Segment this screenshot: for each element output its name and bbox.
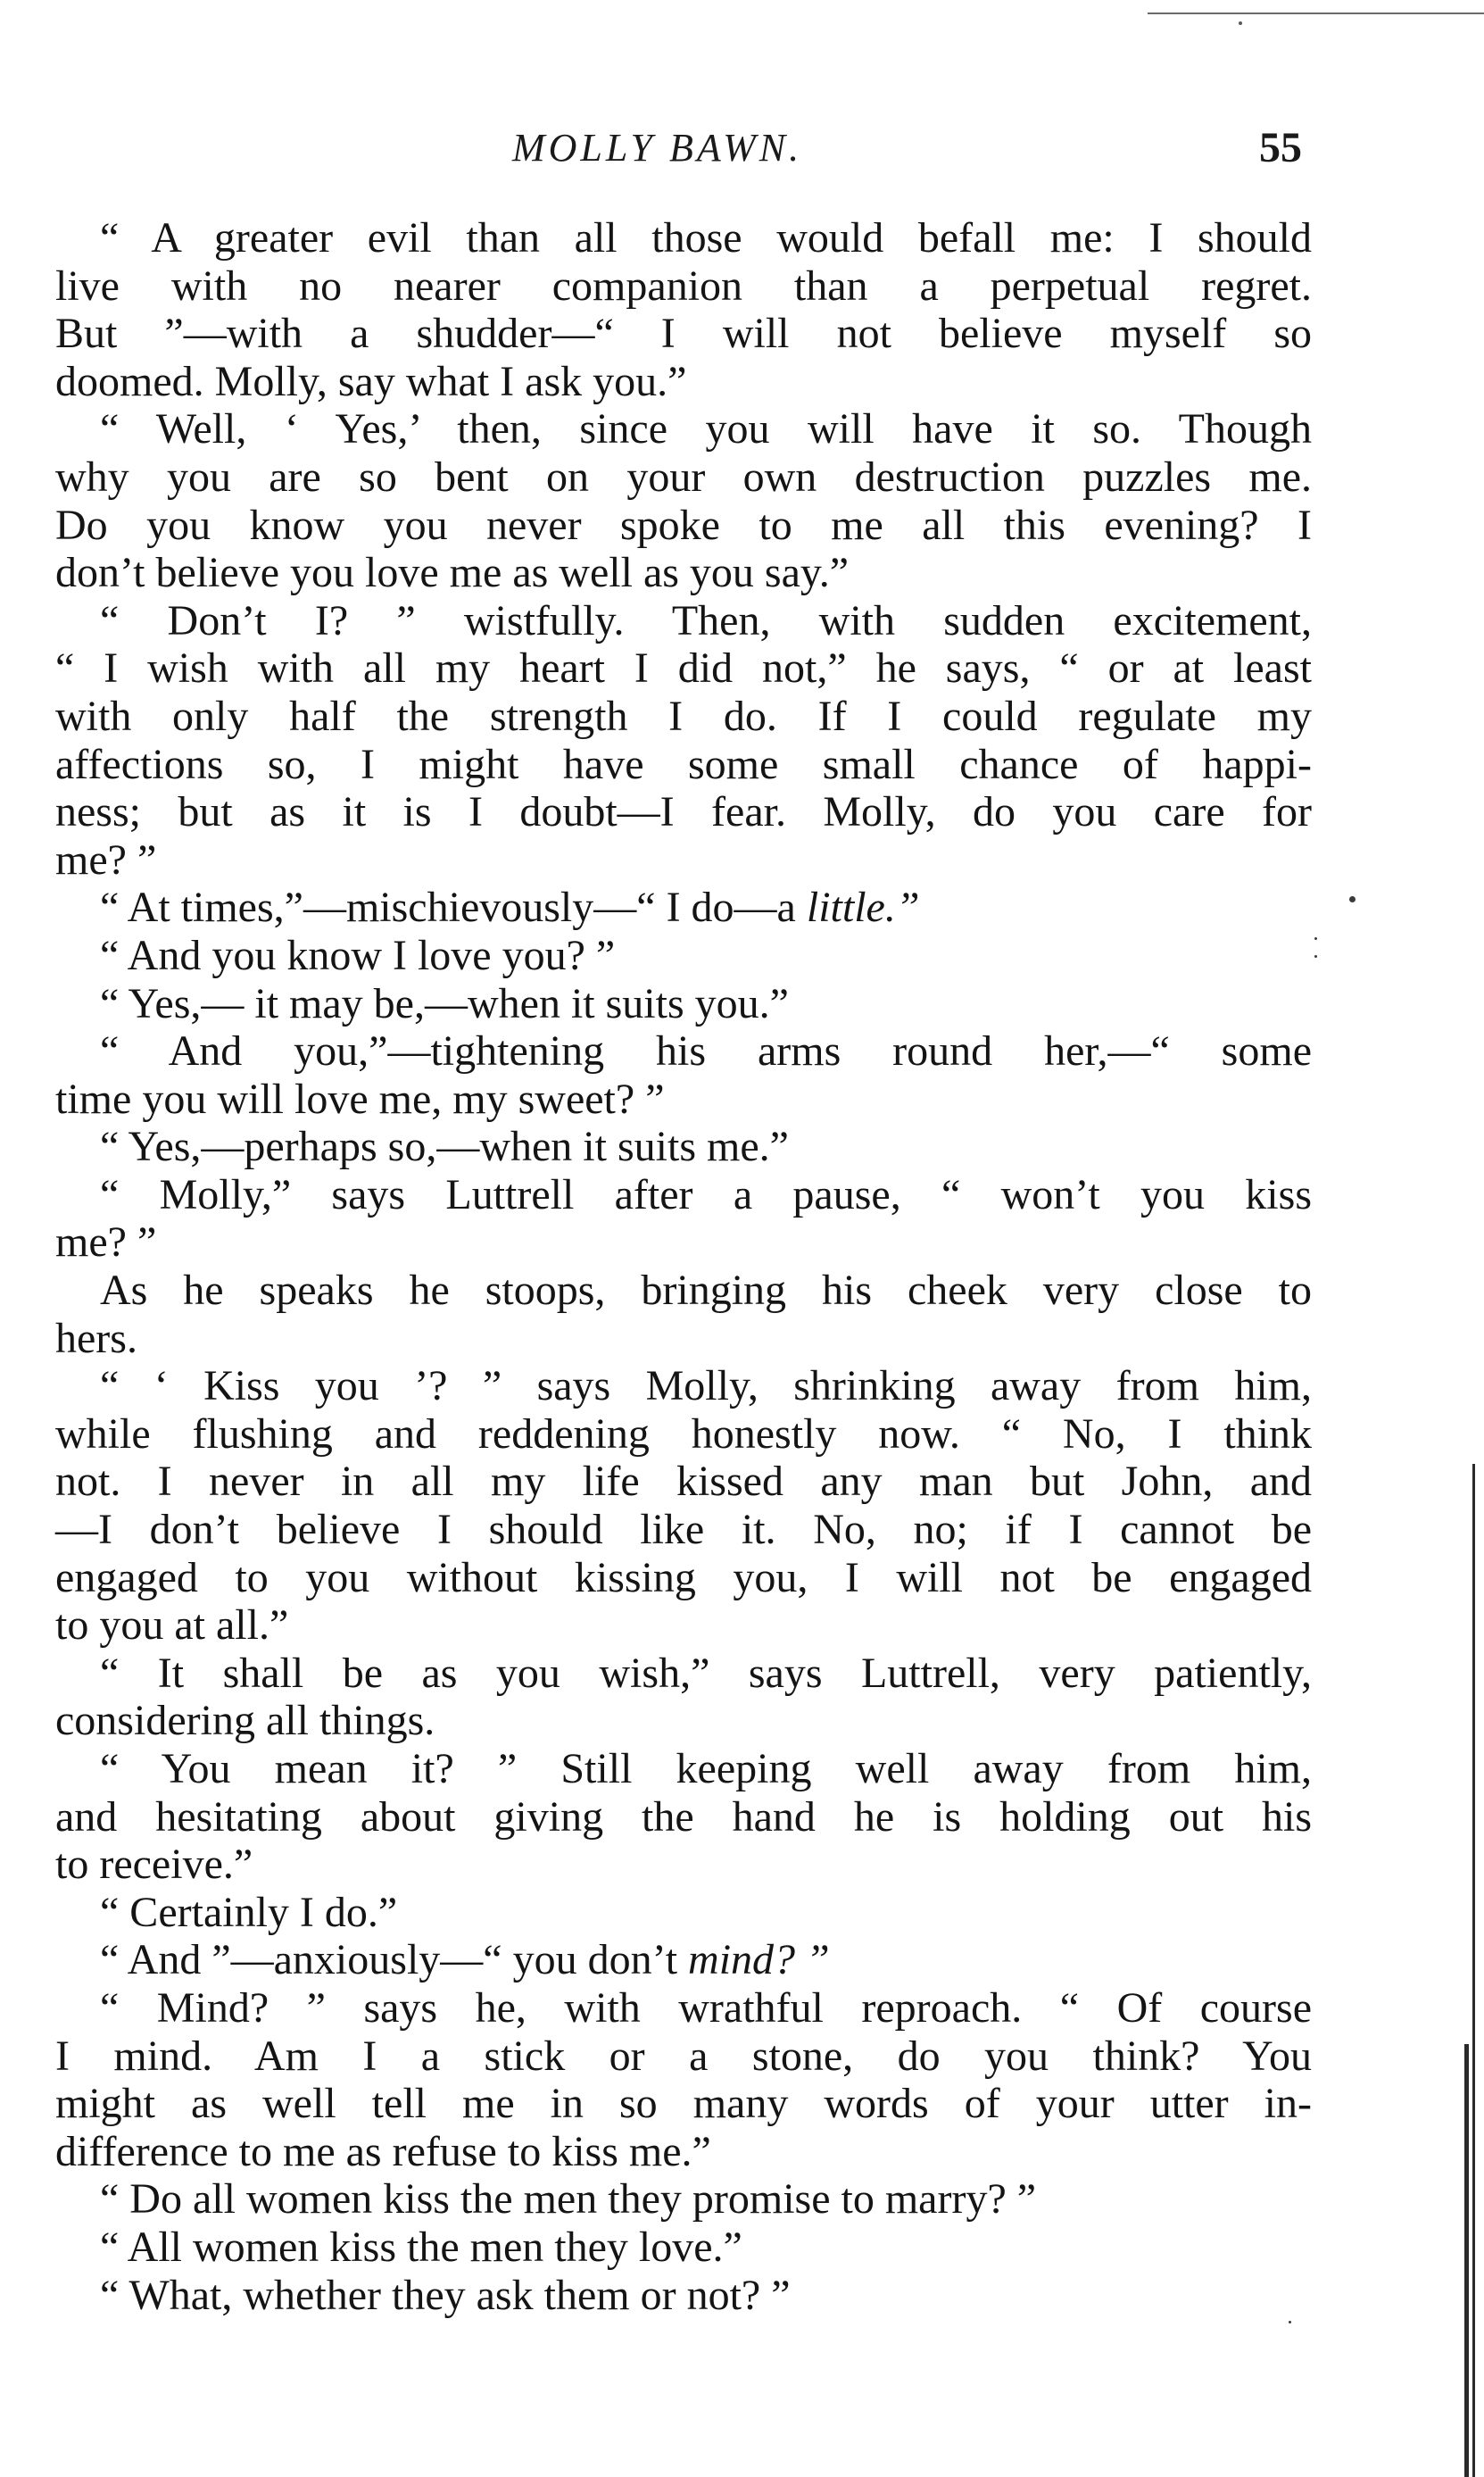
text-line: [55, 1218, 1312, 1267]
text-line: [55, 741, 1312, 789]
text-line-content: “ All women kiss the men they love.”: [100, 2223, 742, 2271]
text-line-content: “ And you,”—tightening his arms round her,—“ some: [100, 1027, 1312, 1076]
text-line-content: “ You mean it? ” Still keeping well away from him,: [100, 1745, 1312, 1792]
text-line-content: to receive.”: [55, 1841, 253, 1889]
text-line: [55, 1458, 1312, 1506]
text-line-content: “ At times,”—mischievously—“ I do—a: [100, 884, 807, 932]
text-line: [55, 1745, 1312, 1793]
text-line: [55, 310, 1312, 358]
page-header: [0, 121, 1484, 175]
text-line-content: why you are so bent on your own destruction puzzles me.: [55, 453, 1312, 501]
italic-emphasis: little.”: [806, 884, 920, 932]
text-line: [55, 453, 1312, 502]
text-line-content: “ Do all women kiss the men they promise to marry? ”: [100, 2175, 1037, 2223]
text-line: [55, 1362, 1312, 1410]
scan-speck: [1289, 2321, 1291, 2323]
text-line-content: “ Don’t I? ” wistfully. Then, with sudden excitement,: [100, 596, 1312, 644]
text-line-content: “ Mind? ” says he, with wrathful reproach. “ Of course: [100, 1983, 1312, 2032]
text-line: [55, 1506, 1312, 1554]
italic-emphasis: mind? ”: [688, 1936, 830, 1984]
text-line-content: I mind. Am I a stick or a stone, do you think? You: [55, 2032, 1312, 2080]
scan-speck: [1349, 896, 1355, 902]
text-line: [55, 1697, 1312, 1745]
text-line: [55, 2128, 1312, 2176]
text-line-content: “ Molly,” says Luttrell after a pause, “ won’t you kiss: [100, 1170, 1312, 1218]
text-line-content: me? ”: [55, 835, 157, 884]
text-line: [55, 1841, 1312, 1889]
text-line-content: time you will love me, my sweet? ”: [55, 1075, 665, 1123]
text-line: [55, 1984, 1312, 2032]
scan-right-edge-mark: [1472, 1464, 1475, 2477]
text-line: [55, 884, 1312, 932]
text-line: [55, 262, 1312, 311]
text-line: [55, 1889, 1312, 1937]
text-line-content: “ Well, ‘ Yes,’ then, since you will have it so. Though: [100, 405, 1312, 453]
text-line: [55, 214, 1312, 262]
text-line-content: hers.: [55, 1314, 137, 1362]
text-line-content: Do you know you never spoke to me all this evening? I: [55, 501, 1312, 549]
text-line-content: not. I never in all my life kissed any man but John, and: [55, 1458, 1312, 1506]
text-line: [55, 1315, 1312, 1363]
text-line-content: “ I wish with all my heart I did not,” he says, “ or at least: [55, 644, 1312, 693]
text-line-content: don’t believe you love me as well as you say.”: [55, 549, 850, 597]
text-line: [55, 693, 1312, 741]
text-line-content: But ”—with a shudder—“ I will not believe myself so: [55, 310, 1312, 358]
text-line-content: “ Yes,— it may be,—when it suits you.”: [100, 979, 789, 1027]
text-line: [55, 1554, 1312, 1602]
text-line: [55, 597, 1312, 645]
text-line-content: “ ‘ Kiss you ’? ” says Molly, shrinking away from him,: [100, 1362, 1312, 1410]
text-line: [55, 1793, 1312, 1841]
text-line: [55, 932, 1312, 980]
text-line-content: doomed. Molly, say what I ask you.”: [55, 357, 687, 405]
text-line: [55, 1936, 1312, 1984]
text-line-content: difference to me as refuse to kiss me.”: [55, 2127, 711, 2175]
text-line: [55, 1171, 1312, 1219]
text-line-content: to you at all.”: [55, 1601, 289, 1650]
page-number: 55: [1259, 124, 1302, 171]
text-line: [55, 1650, 1312, 1698]
text-line: [55, 405, 1312, 453]
text-line-content: —I don’t believe I should like it. No, no; if I cannot be: [55, 1506, 1312, 1554]
text-line-content: while flushing and reddening honestly now. “ No, I think: [55, 1409, 1312, 1458]
text-line: [55, 549, 1312, 597]
body-text: [55, 214, 1312, 2319]
text-line: [55, 2032, 1312, 2081]
text-line-content: live with no nearer companion than a perpetual regret.: [55, 262, 1312, 310]
text-line-content: me? ”: [55, 1218, 157, 1267]
text-line-content: might as well tell me in so many words of your utter in-: [55, 2080, 1312, 2128]
scan-top-rule: [1148, 12, 1484, 14]
text-line-content: “ Certainly I do.”: [100, 1888, 398, 1936]
text-line: [55, 644, 1312, 693]
text-line: [55, 1601, 1312, 1650]
text-line: [55, 2272, 1312, 2320]
text-line-content: ness; but as it is I doubt—I fear. Molly, do you care for: [55, 788, 1312, 836]
text-line: [55, 2175, 1312, 2223]
text-line: [55, 502, 1312, 550]
scan-speck: [1239, 21, 1242, 25]
text-line-content: As he speaks he stoops, bringing his cheek very close to: [100, 1267, 1312, 1315]
text-line: [55, 1267, 1312, 1315]
text-line-content: engaged to you without kissing you, I will not be engaged: [55, 1553, 1312, 1601]
text-line-content: “ A greater evil than all those would befall me: I should: [100, 214, 1312, 262]
text-line: [55, 836, 1312, 885]
text-line-content: “ Yes,—perhaps so,—when it suits me.”: [100, 1123, 789, 1171]
text-line: [55, 1076, 1312, 1124]
text-line-content: “ What, whether they ask them or not? ”: [100, 2271, 791, 2319]
scan-speck: [1314, 955, 1317, 958]
text-line: [55, 1027, 1312, 1076]
text-line: [55, 788, 1312, 836]
text-line: [55, 2080, 1312, 2128]
text-line-content: “ And ”—anxiously—“ you don’t: [100, 1936, 689, 1984]
text-line-content: and hesitating about giving the hand he is holding out his: [55, 1792, 1312, 1841]
text-line-content: affections so, I might have some small chance of happi-: [55, 740, 1312, 788]
text-line: [55, 358, 1312, 406]
text-line-content: considering all things.: [55, 1697, 435, 1745]
running-title: MOLLY BAWN.: [512, 126, 803, 170]
text-line-content: “ It shall be as you wish,” says Luttrell, very patiently,: [100, 1649, 1312, 1697]
text-line-content: “ And you know I love you? ”: [100, 931, 616, 979]
text-line: [55, 1410, 1312, 1459]
scan-speck: [1314, 937, 1317, 940]
text-line: [55, 2223, 1312, 2272]
scan-right-edge-mark: [1464, 2044, 1469, 2477]
text-line: [55, 980, 1312, 1028]
text-line: [55, 1123, 1312, 1171]
text-line-content: with only half the strength I do. If I could regulate my: [55, 692, 1312, 740]
